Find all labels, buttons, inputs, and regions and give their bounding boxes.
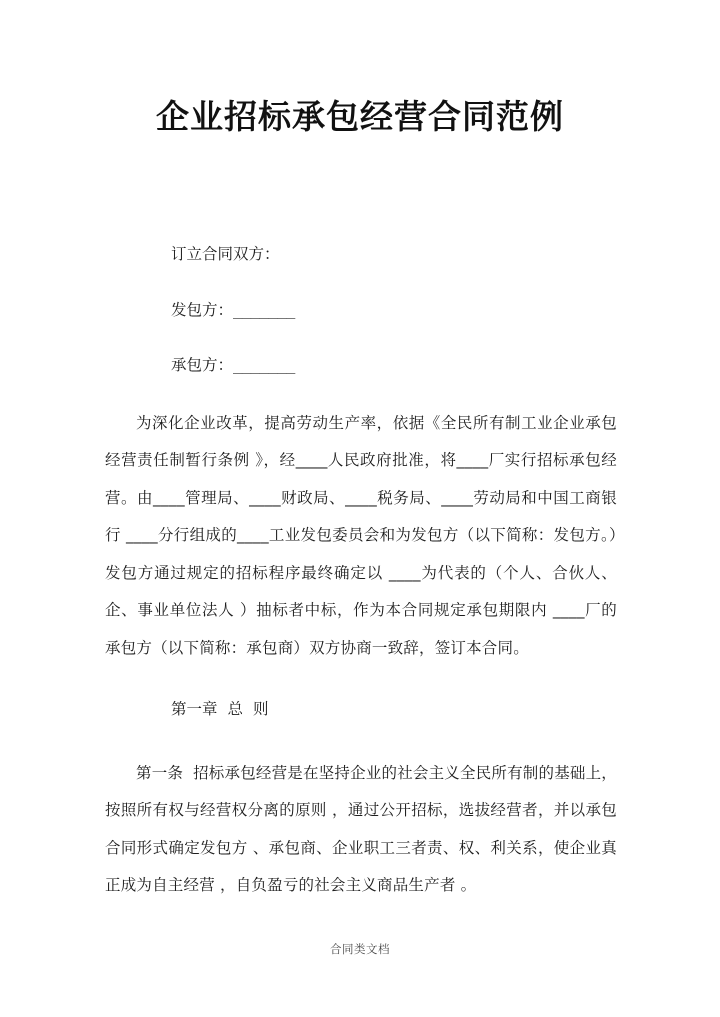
document-body xyxy=(105,236,617,905)
spacer xyxy=(105,274,617,292)
party-b-row xyxy=(105,347,617,385)
spacer xyxy=(105,729,617,755)
spacer xyxy=(105,667,617,691)
spacer xyxy=(105,385,617,405)
article-one-text: 招标承包经营是在坚持企业的社会主义全民所有制的基础上，按照所有权与经营权分离的原则 ，通过公开招标，选拔经营者，并以承包合同形式确定发包方 、承包商、企业职工三者责、权、利关系，使企业真正成为自主经营 ，自负盈亏的社会主义商品生产者 。 xyxy=(105,763,618,894)
chapter-one-number: 第一章 xyxy=(171,700,218,718)
page-title: 企业招标承包经营合同范例 xyxy=(156,97,564,136)
article-one-label: 第一条 xyxy=(136,763,184,782)
chapter-one-name-second: 则 xyxy=(253,700,269,718)
spacer xyxy=(105,329,617,347)
article-one-paragraph xyxy=(105,755,617,905)
preamble-paragraph: 为深化企业改革，提高劳动生产率，依据《全民所有制工业企业承包经营责任制暂行条例 》，经____人民政府批准，将____厂实行招标承包经营。由____管理局、____财政局、____税务局、____劳动局和中国工商银行 ____分行组成的____工业发包委员会和为发包方（以下简称：发包方。）发包方通过规定的招标程序最终确定以 ____为代表的（个人、合伙人、企、事业单位法人 ）抽标者中标，作为本合同规定承包期限内 ____厂的承包方（以下简称：承包商）双方协商一致辞，签订本合同。 xyxy=(105,413,617,657)
party-a-label: 发包方： xyxy=(171,300,234,319)
page-footer: 合同类文档 xyxy=(330,942,390,956)
party-b-label: 承包方： xyxy=(171,356,234,374)
chapter-one-heading xyxy=(105,691,617,729)
party-b-blank: _______ xyxy=(233,356,295,374)
chapter-one-name-first: 总 xyxy=(227,700,244,718)
parties-heading: 订立合同双方： xyxy=(171,245,280,263)
party-a-row xyxy=(105,292,617,330)
party-a-blank: _______ xyxy=(233,300,295,319)
